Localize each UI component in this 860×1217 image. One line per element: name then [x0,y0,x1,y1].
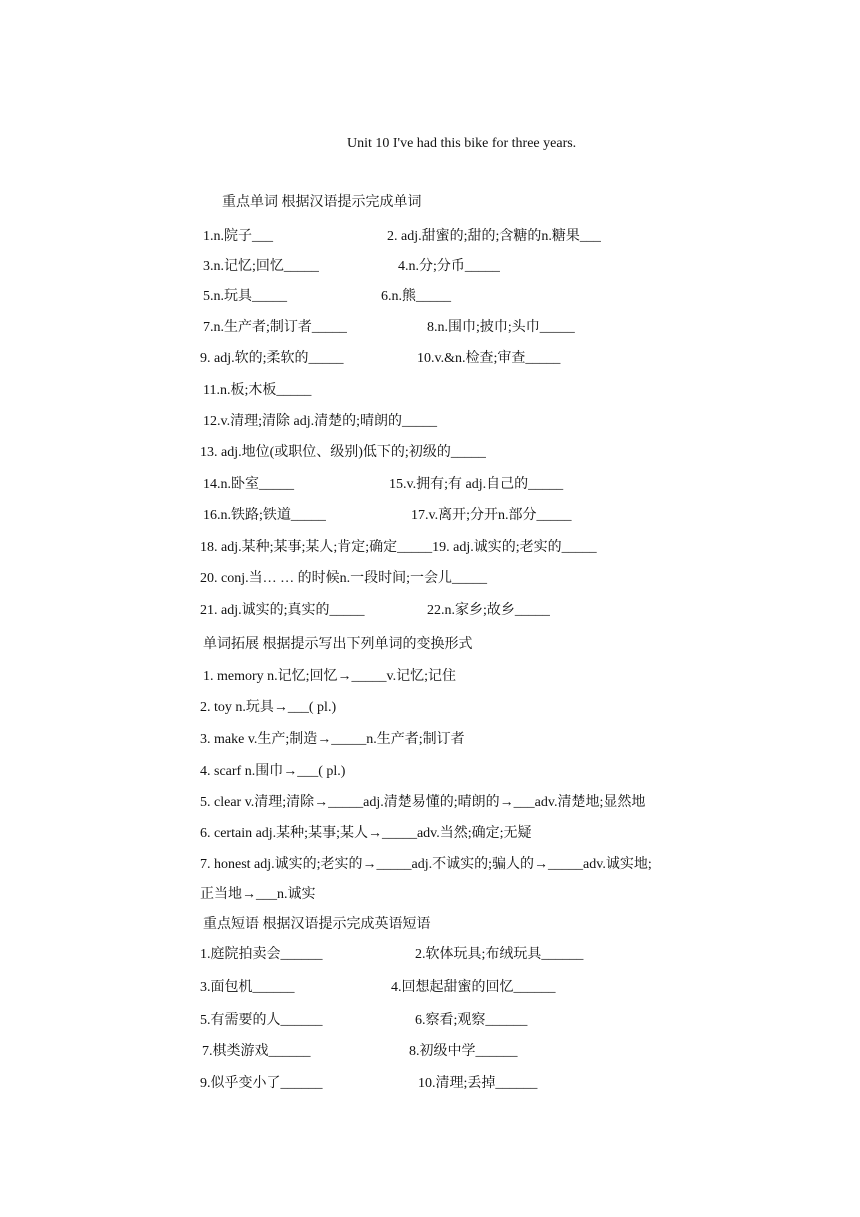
list-item: 5.n.玩具_____ [203,289,287,304]
section-heading-key-words: 重点单词 根据汉语提示完成单词 [222,195,422,210]
list-item: 12.v.清理;清除 adj.清楚的;晴朗的_____ [203,414,437,429]
list-item: 16.n.铁路;铁道_____ [203,508,326,523]
section-heading-key-phrases: 重点短语 根据汉语提示完成英语短语 [203,917,431,932]
list-item: 8.初级中学______ [409,1044,518,1059]
list-item: 6. certain adj.某种;某事;某人→_____adv.当然;确定;无疑 [200,826,532,841]
list-item: 3.面包机______ [200,980,295,995]
list-item: 1.n.院子___ [203,229,273,244]
list-item: 正当地→___n.诚实 [200,887,316,902]
list-item: 15.v.拥有;有 adj.自己的_____ [389,477,564,492]
list-item: 8.n.围巾;披巾;头巾_____ [427,320,575,335]
list-item: 20. conj.当… … 的时候n.一段时间;一会儿_____ [200,571,487,586]
list-item: 14.n.卧室_____ [203,477,294,492]
list-item: 6.n.熊_____ [381,289,451,304]
list-item: 4. scarf n.围巾→___( pl.) [200,764,346,779]
list-item: 7.n.生产者;制订者_____ [203,320,347,335]
list-item: 2. toy n.玩具→___( pl.) [200,700,337,715]
list-item: 3.n.记忆;回忆_____ [203,259,319,274]
list-item: 5.有需要的人______ [200,1013,323,1028]
list-item: 22.n.家乡;故乡_____ [427,603,550,618]
list-item: 6.察看;观察______ [415,1013,528,1028]
list-item: 4.回想起甜蜜的回忆______ [391,980,556,995]
list-item: 10.清理;丢掉______ [418,1076,538,1091]
section-heading-word-extension: 单词拓展 根据提示写出下列单词的变换形式 [203,637,473,652]
list-item: 10.v.&n.检查;审查_____ [417,351,561,366]
list-item: 21. adj.诚实的;真实的_____ [200,603,365,618]
list-item: 11.n.板;木板_____ [203,383,312,398]
list-item: 5. clear v.清理;清除→_____adj.清楚易懂的;晴朗的→___adv.清楚地;显然地 [200,795,646,810]
page-title: Unit 10 I've had this bike for three years. [347,136,577,151]
list-item: 4.n.分;分币_____ [398,259,500,274]
list-item: 17.v.离开;分开n.部分_____ [411,508,572,523]
list-item: 18. adj.某种;某事;某人;肯定;确定_____19. adj.诚实的;老实的_____ [200,540,597,555]
list-item: 7. honest adj.诚实的;老实的→_____adj.不诚实的;骗人的→_____adv.诚实地; [200,857,652,872]
list-item: 2. adj.甜蜜的;甜的;含糖的n.糖果___ [387,229,601,244]
list-item: 13. adj.地位(或职位、级别)低下的;初级的_____ [200,445,486,460]
list-item: 7.棋类游戏______ [202,1044,311,1059]
list-item: 9.似乎变小了______ [200,1076,323,1091]
list-item: 3. make v.生产;制造→_____n.生产者;制订者 [200,732,465,747]
list-item: 1. memory n.记忆;回忆→_____v.记忆;记住 [203,669,457,684]
list-item: 1.庭院拍卖会______ [200,947,323,962]
list-item: 2.软体玩具;布绒玩具______ [415,947,584,962]
list-item: 9. adj.软的;柔软的_____ [200,351,344,366]
